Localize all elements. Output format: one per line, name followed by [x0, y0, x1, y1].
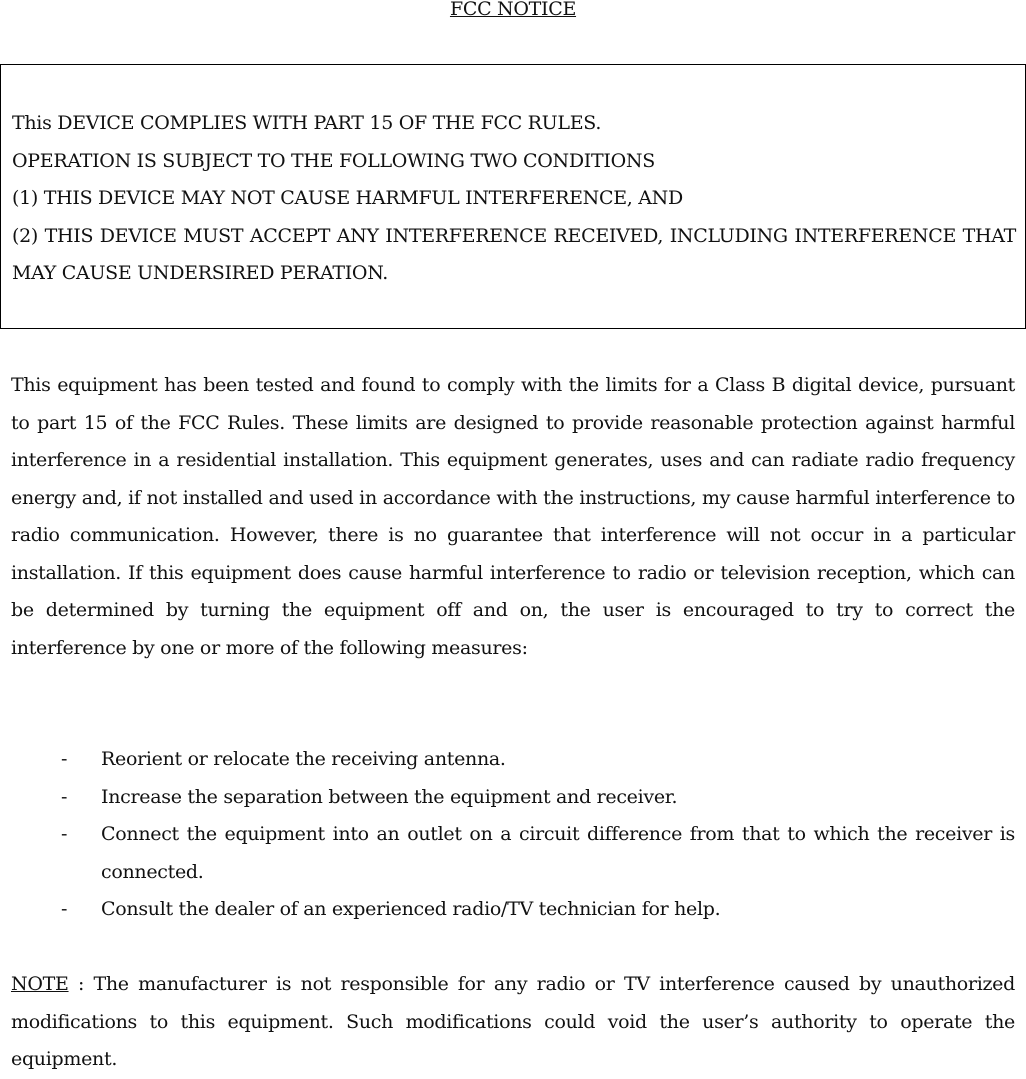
list-item: [0, 779, 1015, 817]
compliance-line-3: (1) THIS DEVICE MAY NOT CAUSE HARMFUL INTERFERENCE, AND: [12, 187, 683, 209]
measure-text: Consult the dealer of an experienced radio/TV technician for help.: [101, 898, 721, 920]
measure-text: Connect the equipment into an outlet on a circuit difference from that to which the receiver is connected.: [101, 823, 1015, 883]
list-item: [0, 741, 1015, 779]
bullet-marker: -: [61, 823, 68, 845]
compliance-line-1: This DEVICE COMPLIES WITH PART 15 OF THE FCC RULES.: [12, 112, 602, 134]
note-text: The manufacturer is not responsible for any radio or TV interference caused by unauthorized modifications to this equipment. Such modifications could void the user’s authority to operate the equipment.: [11, 973, 1015, 1070]
measure-text: Increase the separation between the equipment and receiver.: [101, 785, 678, 808]
measure-text: Reorient or relocate the receiving antenna.: [101, 748, 506, 770]
measures-list: [0, 741, 1026, 929]
compliance-box: [0, 64, 1026, 329]
page-title: FCC NOTICE: [449, 0, 577, 20]
note-separator: :: [77, 973, 85, 995]
list-item: [0, 891, 1015, 929]
body-paragraph: This equipment has been tested and found to comply with the limits for a Class B digital device, pursuant to part 15 of the FCC Rules. These limits are designed to provide reasonable protection against harmful interference in a residential installation. This equipment generates, uses and can radiate radio frequency energy and, if not installed and used in accordance with the instructions, my cause harmful interference to radio communication. However, there is no guarantee that interference will not occur in a particular installation. If this equipment does cause harmful interference to radio or television reception, which can be determined by turning the equipment off and on, the user is encouraged to try to correct the interference by one or more of the following measures:: [11, 374, 1015, 659]
compliance-text: [12, 105, 1016, 293]
compliance-line-2: OPERATION IS SUBJECT TO THE FOLLOWING TWO CONDITIONS: [12, 149, 655, 172]
note-label: NOTE: [11, 973, 69, 995]
compliance-line-4: (2) THIS DEVICE MUST ACCEPT ANY INTERFERENCE RECEIVED, INCLUDING INTERFERENCE THAT MAY CAUSE UNDERSIRED PERATION.: [12, 224, 1016, 284]
note-paragraph: [11, 966, 1015, 1079]
bullet-marker: -: [61, 785, 68, 808]
bullet-marker: -: [61, 898, 68, 920]
bullet-marker: -: [61, 748, 68, 770]
list-item: [0, 816, 1015, 891]
